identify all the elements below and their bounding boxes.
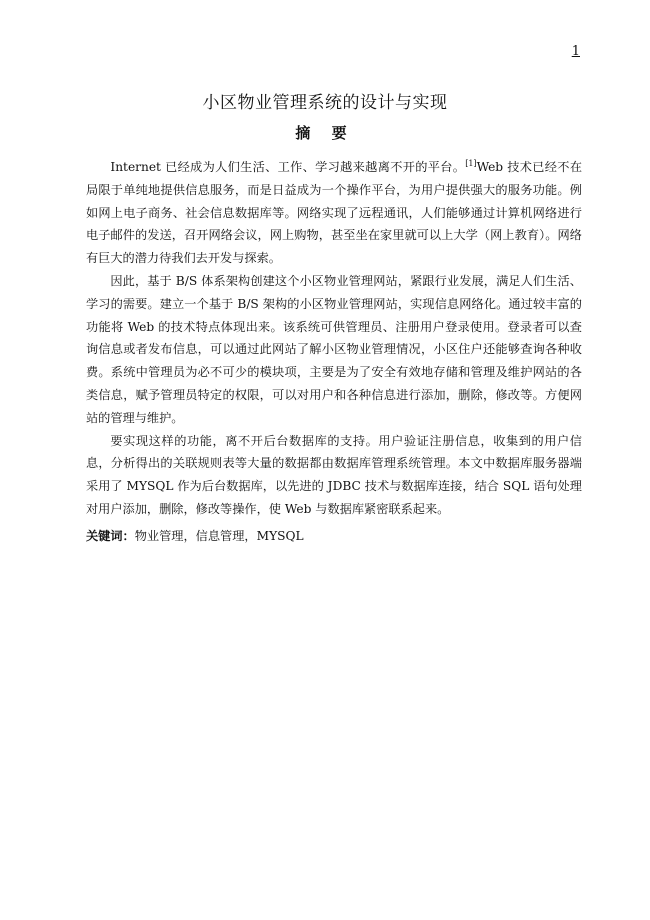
paragraph-1-text-start: Internet 已经成为人们生活、工作、学习越来越离不开的平台。 — [110, 160, 466, 174]
keywords-line — [86, 525, 582, 548]
abstract-heading: 摘 要 — [295, 124, 355, 142]
page-number: 1 — [571, 44, 580, 59]
abstract-paragraph-2: 因此，基于 B/S 体系架构创建这个小区物业管理网站，紧跟行业发展，满足人们生活、学习的需要。建立一个基于 B/S 架构的小区物业管理网站，实现信息网络化。通过较丰富的功能将 Web 的技术特点体现出来。该系统可供管理员、注册用户登录使用。登录者可以查询信息或者发布信息，可以通过此网站了解小区物业管理情况，小区住户还能够查询各种收费。系统中管理员为必不可少的模块项，主要是为了安全有效地存储和管理及维护网站的各类信息，赋予管理员特定的权限，可以对用户和各种信息进行添加，删除，修改等。方便网站的管理与维护。 — [86, 273, 582, 425]
abstract-paragraph-3: 要实现这样的功能，离不开后台数据库的支持。用户验证注册信息，收集到的用户信息，分析得出的关联规则表等大量的数据都由数据库管理系统管理。本文中数据库服务器端采用了 MYSQL 作为后台数据库，以先进的 JDBC 技术与数据库连接，结合 SQL 语句处理对用户添加，删除，修改等操作，使 Web 与数据库紧密联系起来。 — [86, 433, 582, 516]
keywords-label: 关键词： — [86, 528, 135, 543]
abstract-paragraph-1 — [86, 156, 582, 270]
abstract-body — [86, 156, 582, 548]
paragraph-1-text-end: Web 技术已经不在局限于单纯地提供信息服务，而是日益成为一个操作平台，为用户提供强大的服务功能。例如网上电子商务、社会信息数据库等。网络实现了远程通讯，人们能够通过计算机网络进行电子邮件的发送，召开网络会议，网上购物，甚至坐在家里就可以上大学（网上教育）。网络有巨大的潜力待我们去开发与探索。 — [86, 160, 583, 266]
citation-reference: [1] — [465, 158, 477, 168]
document-title: 小区物业管理系统的设计与实现 — [202, 93, 448, 113]
keywords-value: 物业管理，信息管理，MYSQL — [134, 528, 304, 543]
